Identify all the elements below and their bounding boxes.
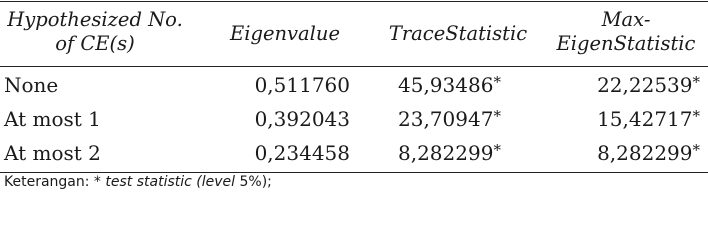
significance-mark: *	[493, 141, 501, 159]
header-max-eigen-line2: EigenStatistic	[556, 32, 696, 55]
header-max-eigen-statistic	[548, 8, 704, 56]
trace-statistic-cell	[398, 68, 548, 102]
trace-value: 8,282299	[398, 141, 494, 165]
eigenvalue-cell: 0,234458	[254, 141, 350, 165]
header-hypothesized-line1: Hypothesized No.	[7, 8, 183, 31]
table-footnote	[4, 174, 272, 190]
trace-value: 45,93486	[398, 73, 494, 97]
max-eigen-statistic-cell	[597, 68, 700, 102]
max-eigen-statistic-cell	[597, 136, 700, 170]
eigenvalue-cell: 0,392043	[254, 107, 350, 131]
significance-mark: *	[493, 73, 501, 91]
header-eigenvalue: Eigenvalue	[229, 22, 341, 45]
max-eigen-value: 22,22539	[597, 73, 693, 97]
row-label: None	[4, 73, 59, 97]
max-eigen-statistic-cell	[597, 102, 700, 136]
significance-mark: *	[692, 107, 700, 125]
footnote-suffix: 5%);	[235, 174, 272, 190]
table-bottom-rule	[0, 172, 708, 173]
table-header-rule	[0, 66, 708, 67]
eigenvalue-cell: 0,511760	[254, 73, 350, 97]
header-hypothesized-line2: of CE(s)	[55, 32, 135, 55]
header-hypothesized	[0, 8, 190, 56]
row-label: At most 2	[4, 141, 101, 165]
table-row	[0, 136, 708, 170]
trace-statistic-cell	[398, 136, 548, 170]
trace-statistic-cell	[398, 102, 548, 136]
significance-mark: *	[493, 107, 501, 125]
trace-value: 23,70947	[398, 107, 494, 131]
significance-mark: *	[692, 73, 700, 91]
table-row	[0, 102, 708, 136]
table-row	[0, 68, 708, 102]
max-eigen-value: 15,42717	[597, 107, 693, 131]
header-trace-statistic: TraceStatistic	[388, 22, 528, 45]
significance-mark: *	[692, 141, 700, 159]
table-top-rule	[0, 1, 708, 2]
row-label: At most 1	[4, 107, 101, 131]
header-max-eigen-line1: Max-	[601, 8, 651, 31]
footnote-prefix: Keterangan: *	[4, 174, 106, 190]
footnote-italic: test statistic (level	[105, 174, 236, 190]
max-eigen-value: 8,282299	[597, 141, 693, 165]
